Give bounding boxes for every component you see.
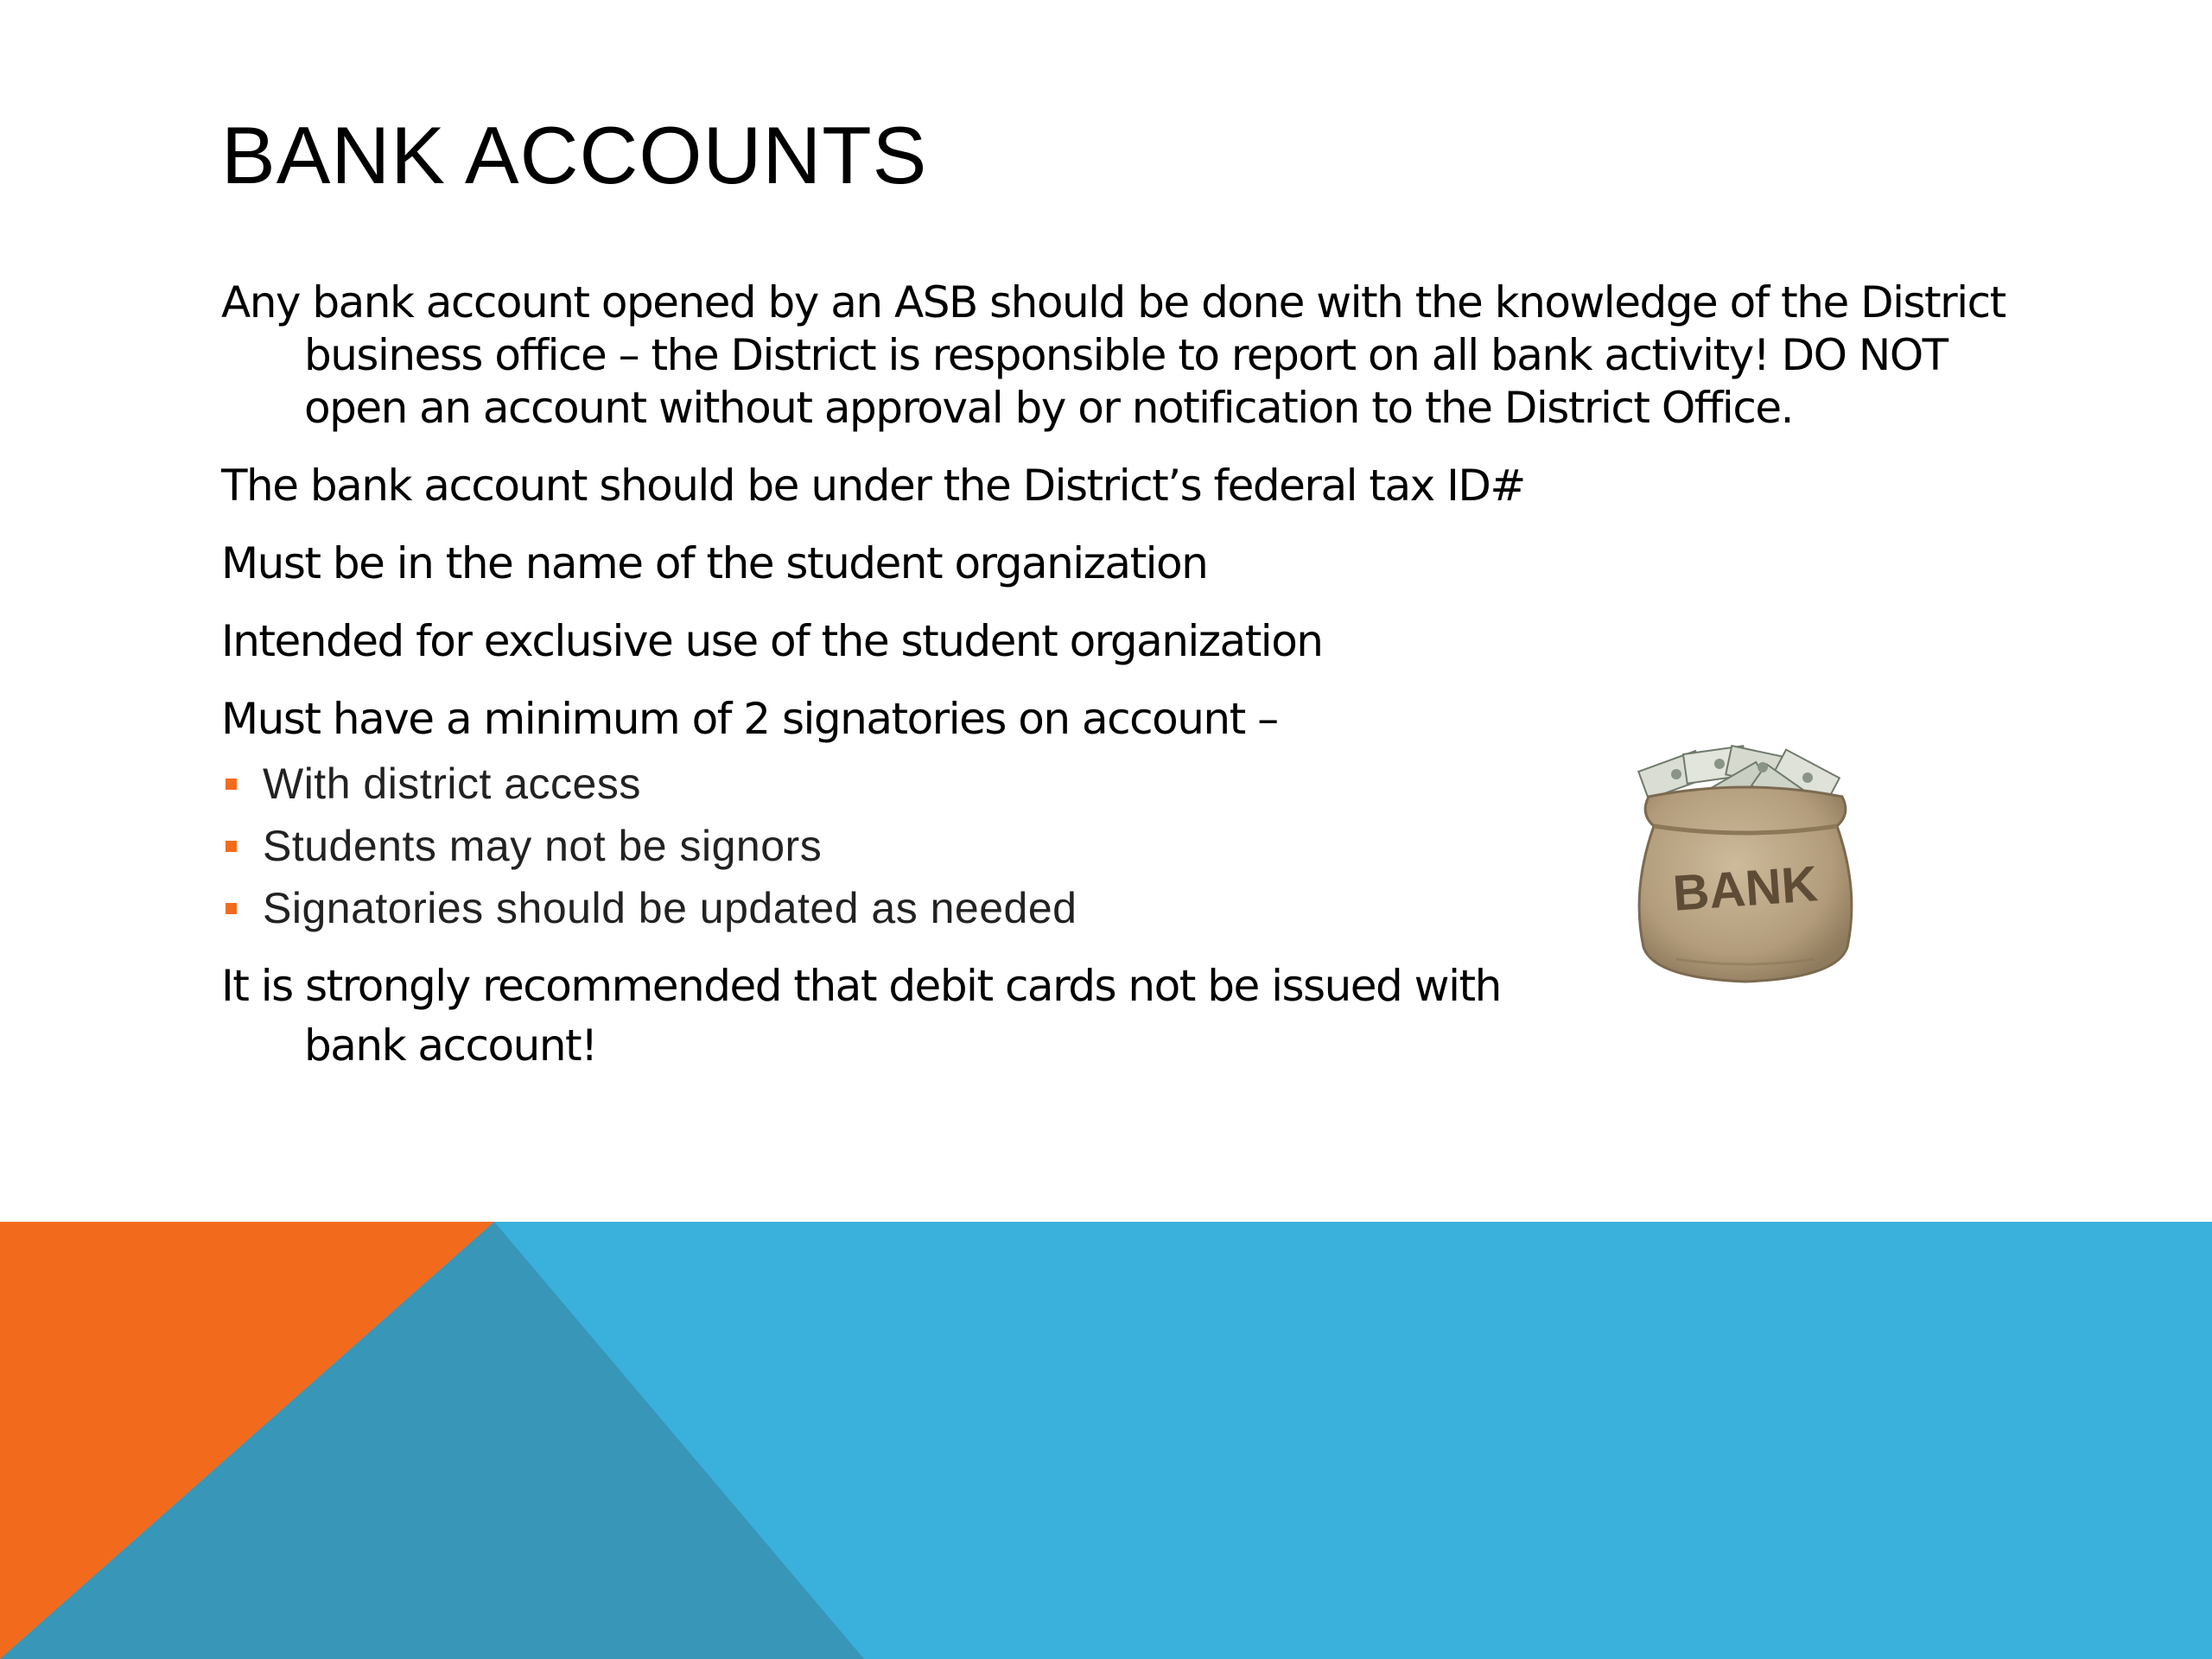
paragraph-debit-cards-continued: bank account!	[304, 1020, 597, 1071]
square-bullet-icon	[226, 841, 237, 852]
bank-bag-label: BANK	[1671, 855, 1820, 922]
paragraph-signatories: Must have a minimum of 2 signatories on account –	[221, 694, 1278, 744]
decorative-bottom-band	[0, 1222, 2212, 1659]
sub-bullet-text: With district access	[263, 760, 641, 808]
slide-title: BANK ACCOUNTS	[221, 110, 928, 200]
paragraph-name: Must be in the name of the student organization	[221, 538, 1208, 588]
square-bullet-icon	[226, 903, 237, 914]
square-bullet-icon	[226, 779, 237, 790]
paragraph-debit-cards: It is strongly recommended that debit cards not be issued with	[221, 961, 1501, 1011]
paragraph-exclusive-use: Intended for exclusive use of the student organization	[221, 616, 1323, 666]
paragraph-bank-knowledge: Any bank account opened by an ASB should be done with the knowledge of the District business office – the District is responsible to report on all bank activity! DO NOT open an account without approval by or notification to the District Office.	[221, 277, 2005, 433]
paragraph-tax-id: The bank account should be under the District’s federal tax ID#	[221, 461, 1525, 511]
sub-bullet-text: Signatories should be updated as needed	[263, 884, 1077, 932]
sub-bullet-text: Students may not be signors	[263, 822, 823, 870]
money-bag-icon	[1624, 743, 1866, 985]
